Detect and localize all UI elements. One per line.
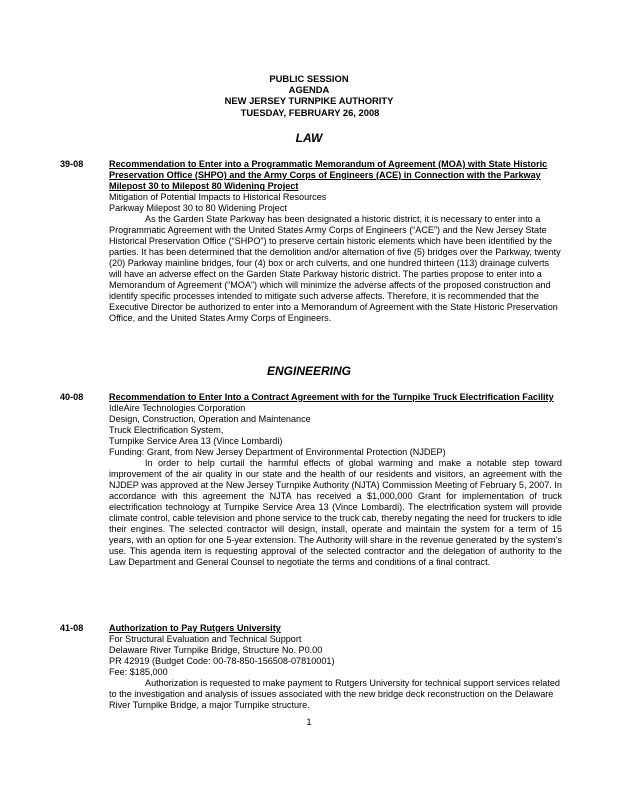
item-subline: IdleAire Technologies Corporation bbox=[109, 403, 246, 413]
item-subline: PR 42919 (Budget Code: 00-78-850-156508-07810001) bbox=[109, 656, 335, 666]
item-number: 41-08 bbox=[60, 623, 84, 633]
item-subline: Parkway Milepost 30 to 80 Widening Project bbox=[109, 203, 287, 213]
item-subline: Fee: $185,000 bbox=[109, 667, 168, 677]
item-subline: Delaware River Turnpike Bridge, Structure No. P0.00 bbox=[109, 645, 323, 655]
item-subline: Funding: Grant, from New Jersey Department of Environmental Protection (NJDEP) bbox=[109, 447, 446, 457]
item-subline: Turnpike Service Area 13 (Vince Lombardi) bbox=[109, 436, 283, 446]
page-number: 1 bbox=[306, 716, 312, 727]
item-title: Authorization to Pay Rutgers University bbox=[109, 623, 281, 633]
item-subline: Design, Construction, Operation and Maintenance bbox=[109, 414, 311, 424]
item-number: 39-08 bbox=[60, 159, 84, 169]
agenda-item-41-08 bbox=[60, 623, 562, 711]
item-paragraph: Authorization is requested to make payment to Rutgers University for technical support services related to the investigation and analysis of issues associated with the new bridge deck reconstruction on the Delaware River Turnpike Bridge, a major Turnpike structure. bbox=[109, 678, 560, 710]
section-title-law: LAW bbox=[295, 131, 323, 145]
item-number: 40-08 bbox=[60, 392, 84, 402]
item-subline: Truck Electrification System, bbox=[109, 425, 224, 435]
agenda-item-39-08 bbox=[60, 159, 562, 324]
item-paragraph: As the Garden State Parkway has been designated a historic district, it is necessary to enter into a Programmatic Agreement with the United States Army Corps of Engineers (“ACE”) and the New Jersey State Historical Preservation Office (“SHPO”) to preserve certain historic elements which have been identified by the parties. It has been determined that the demolition and/or alternation of five (5) bridges over the Parkway, twenty (20) Parkway mainline bridges, four (4) box or arch culverts, and one hundred thirteen (113) drainage culverts will have an adverse effect on the Garden State Parkway historic district. The parties propose to enter into a Memorandum of Agreement (“MOA”) which will minimize the adverse affects of the proposed construction and identify specific processes intended to mitigate such adverse affects. Therefore, it is recommended that the Executive Director be authorized to enter into a Memorandum of Agreement with the State Historic Preservation Office, and the United States Army Corps of Engineers. bbox=[109, 214, 561, 323]
header-line-session: PUBLIC SESSION bbox=[269, 73, 349, 84]
item-title: Recommendation to Enter into a Programmatic Memorandum of Agreement (MOA) with State Historic Preservation Office (SHPO) and the Army Corps of Engineers (ACE) in Connection with the Parkway Milepost 30 to Milepost 80 Widening Project bbox=[109, 159, 548, 191]
header-line-authority: NEW JERSEY TURNPIKE AUTHORITY bbox=[224, 95, 394, 107]
header-line-date: TUESDAY, FEBRUARY 26, 2008 bbox=[240, 106, 380, 118]
item-subline: Mitigation of Potential Impacts to Historical Resources bbox=[109, 192, 327, 202]
item-paragraph: In order to help curtail the harmful effects of global warming and make a notable step toward improvement of the air quality in our state and the health of our residents and visitors, an agreement with the NJDEP was approved at the New Jersey Turnpike Authority (NJTA) Commission Meeting of February 5, 2007. In accordance with this agreement the NJTA has received a $1,000,000 Grant for implementation of truck electrification technology at Turnpike Service Area 13 (Vince Lombardi). The electrification system will provide climate control, cable television and phone service to the truck cab, thereby negating the need for truckers to idle their engines. The selected contractor will design, install, operate and maintain the system for a term of 15 years, with an option for one 5-year extension. The Authority will share in the revenue generated by the system’s use. This agenda item is requesting approval of the selected contractor and the delegation of authority to the Law Department and General Counsel to negotiate the terms and conditions of a final contract. bbox=[109, 458, 562, 567]
header-line-agenda: AGENDA bbox=[288, 84, 330, 96]
section-title-engineering: ENGINEERING bbox=[266, 364, 351, 378]
agenda-item-40-08 bbox=[60, 392, 562, 568]
item-title: Recommendation to Enter Into a Contract Agreement with for the Turnpike Truck Electrification Facility bbox=[109, 392, 554, 402]
agenda-header bbox=[0, 73, 618, 118]
item-subline: For Structural Evaluation and Technical Support bbox=[109, 634, 302, 644]
